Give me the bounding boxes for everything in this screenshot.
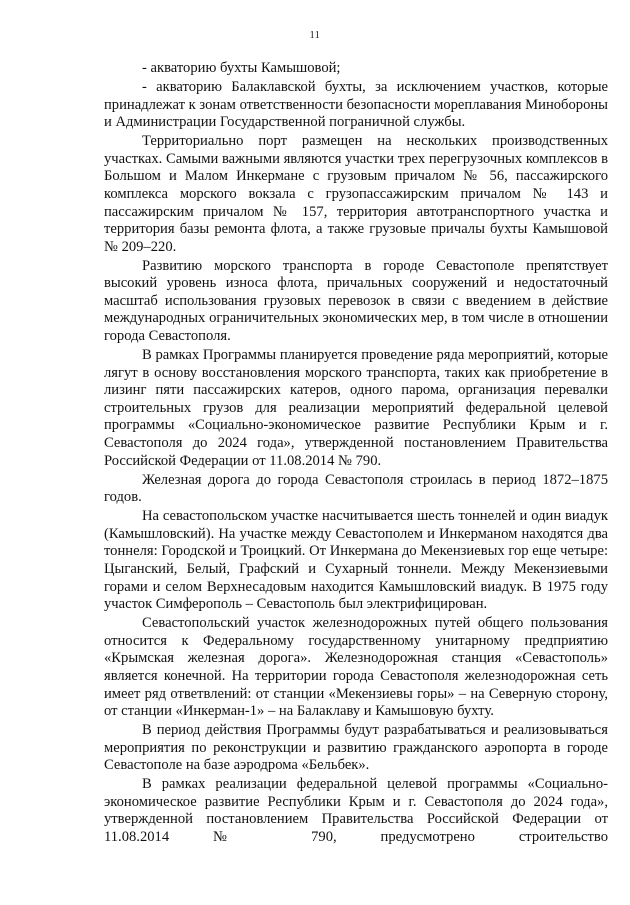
- bullet-item: - акваторию бухты Камышовой;: [142, 60, 341, 76]
- paragraph: Севастопольский участок железнодорожных путей общего пользования относится к Федеральному государственному унитарному предприятию «Крымская железная дорога». Железнодорожная станция «Севастополь» является конечной. На территории города Севастополя железнодорожная сеть имеет ряд ответвлений: от станции «Мекензиевы горы» – на Северную сторону, от станции «Инкерман-1» – на Балаклаву и Камышовую бухту.: [104, 615, 608, 720]
- paragraph: Территориально порт размещен на нескольких производственных участках. Самыми важными являются участки трех перегрузочных комплексов в Большом и Малом Инкермане с грузовым причалом № 56, пассажирского комплекса морского вокзала с грузопассажирским причалом № 143 и пассажирским причалом № 157, территория автотранспортного участка и территория базы ремонта флота, а также грузовые причалы бухты Камышовой № 209–220.: [104, 133, 608, 255]
- paragraph: Развитию морского транспорта в городе Севастополе препятствует высокий уровень износа флота, причальных сооружений и недостаточный масштаб использования грузовых перевозок в связи с введением в действие международных ограничительных экономических мер, в том числе в отношении города Севастополя.: [104, 257, 608, 345]
- paragraph: На севастопольском участке насчитывается шесть тоннелей и один виадук (Камышловский). На участке между Севастополем и Инкерманом находятся два тоннеля: Городской и Троицкий. От Инкермана до Мекензиевых гор еще четыре: Цыганский, Белый, Графский и Сухарный тоннели. Между Мекензиевыми горами и селом Верхнесадовым находится Камышловский виадук. В 1975 году участок Симферополь – Севастополь был электрифицирован.: [104, 508, 608, 613]
- page-number: 11: [309, 30, 321, 41]
- paragraph: В рамках реализации федеральной целевой программы «Социально-экономическое развитие Республики Крым и г. Севастополя до 2024 года», утвержденной постановлением Правительства Российской Федерации от 11.08.2014 № 790, предусмотрено строительство: [104, 776, 608, 846]
- paragraph: Железная дорога до города Севастополя строилась в период 1872–1875 годов.: [104, 471, 608, 506]
- paragraph: В рамках Программы планируется проведение ряда мероприятий, которые лягут в основу восстановления морского транспорта, таких как приобретение в лизинг пяти пассажирских катеров, одного парома, организация перевалки строительных грузов для реализации мероприятий федеральной целевой программы «Социально-экономическое развитие Республики Крым и г. Севастополя до 2024 года», утвержденной постановлением Правительства Российской Федерации от 11.08.2014 № 790.: [104, 347, 608, 469]
- paragraph: В период действия Программы будут разрабатываться и реализовываться мероприятия по реконструкции и развитию гражданского аэропорта в городе Севастополе на базе аэродрома «Бельбек».: [104, 722, 608, 774]
- bullet-item: - акваторию Балаклавской бухты, за исключением участков, которые принадлежат к зонам ответственности безопасности мореплавания Минобороны и Администрации Государственной пограничной службы.: [104, 78, 608, 131]
- document-body: [104, 60, 608, 848]
